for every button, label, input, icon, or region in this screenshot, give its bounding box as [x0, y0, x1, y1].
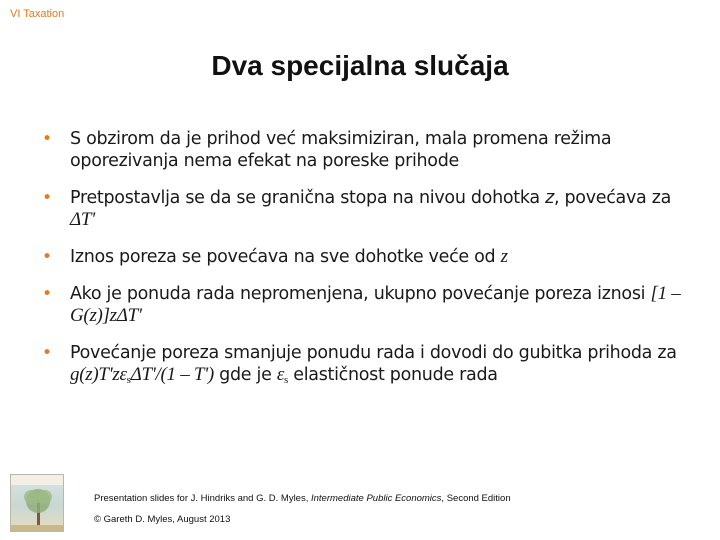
bullet-text: gde je [213, 365, 277, 385]
section-tag: VI Taxation [10, 8, 65, 20]
bullet-text: Iznos poreza se povećava na sve dohotke veće od [70, 247, 501, 267]
bullet-text: , povećava za [553, 188, 672, 208]
footer-credits [94, 488, 511, 530]
bullet-dot-icon: • [42, 129, 52, 149]
bullet-dot-icon: • [42, 343, 52, 363]
math-expression: [1 – G(z)]zΔT' [70, 283, 681, 326]
bullet-dot-icon: • [42, 247, 52, 267]
bullet-item [40, 187, 690, 231]
tree-icon [11, 475, 64, 532]
math-variable: $\varepsilon_s$ [276, 364, 288, 386]
bullet-item [40, 128, 690, 172]
bullet-list [40, 128, 690, 391]
math-variable: z [500, 246, 508, 267]
bullet-text: Pretpostavlja se da se granična stopa na nivou dohotka [70, 188, 546, 208]
footer-line-2: © Gareth D. Myles, August 2013 [94, 514, 231, 525]
slide-title: Dva specijalna slučaja [211, 50, 509, 81]
bullet-dot-icon: • [42, 188, 52, 208]
bullet-item [40, 246, 690, 268]
bullet-text: Ako je ponuda rada nepromenjena, ukupno povećanje poreza iznosi [70, 284, 651, 304]
math-variable: z [545, 188, 554, 208]
math-expression: ΔT' [70, 209, 95, 230]
bullet-text: elastičnost ponude rada [287, 365, 498, 385]
math-expression: $g(z)T'z\varepsilon_s\Delta T'/(1 - T')$ [70, 364, 214, 386]
bullet-text: S obzirom da je prihod već maksimiziran, mala promena režima oporezivanja nema efekat na poreske prihode [70, 129, 612, 171]
bullet-item [40, 342, 690, 391]
bullet-text: Povećanje poreza smanjuje ponudu rada i dovodi do gubitka prihoda za [70, 343, 677, 363]
bullet-dot-icon: • [42, 284, 52, 304]
book-cover-icon [10, 474, 64, 532]
bullet-item [40, 283, 690, 327]
footer-line-1: Presentation slides for J. Hindriks and G. D. Myles, Intermediate Public Economics, Second Edition [94, 493, 511, 504]
